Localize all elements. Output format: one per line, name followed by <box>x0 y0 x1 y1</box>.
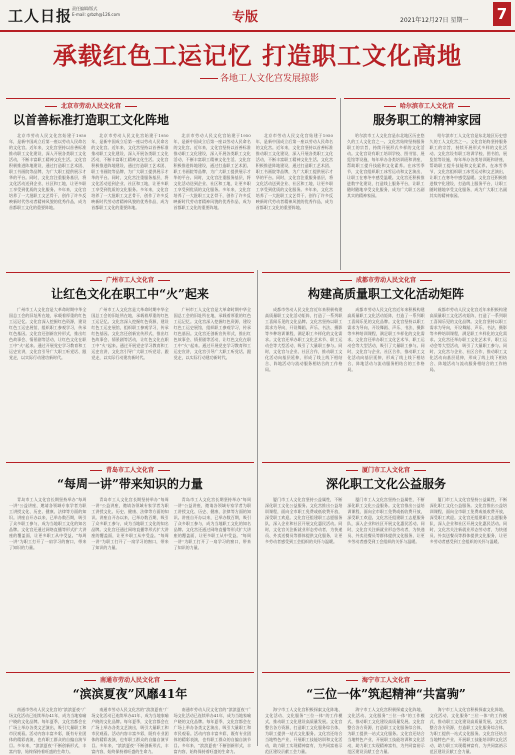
article-text: 北京市劳动人民文化宫始建于1950年，是新中国成立后第一座以劳动人民命名的文化宫。近年来，文化宫坚持以首善标准推动职工文化建设，深入开展各类职工文化活动，不断丰富职工精神文化生活。文化宫积极推进阵地建设，通过打造职工艺术团、职工书画院等品牌，为广大职工提供展示才华的平台。同时，文化宫注重服务基层，将文化活动送到企业、社区和工地，让更多职工享受到优质的文化服务。多年来，文化宫培养了一大批职工文艺骨干，创作了许多反映新时代劳动者精神风貌的优秀作品，成为首都职工文化的重要阵地。 <box>255 133 333 210</box>
article-text: 青岛市工人文化宫长期坚持举办“每周一讲”公益讲座，邀请各领域专家学者为职工讲授文化、历史、健康、法律等方面的知识。讲座自开办以来，已举办数百期，吸引了众多职工参与，成为当地职工文化的知名品牌。文化宫还通过网络直播等形式扩大讲座的覆盖面，让更多职工从中受益。“每周一讲”为职工打开了一扇学习的窗口，带来了知识的力量。 <box>173 497 251 550</box>
article-headline: 以首善标准打造职工文化阵地 <box>12 113 169 127</box>
column-divider <box>257 270 258 746</box>
article-headline: “滨滨夏夜”风靡41年 <box>72 687 188 701</box>
article-qingdao <box>6 462 254 659</box>
article-headline: “每周一讲”带来知识的力量 <box>57 477 203 491</box>
article-kicker: 海宁市工人文化宫 <box>262 675 510 684</box>
article-kicker: 厦门市工人文化宫 <box>262 465 510 474</box>
article-text: 北京市劳动人民文化宫始建于1950年，是新中国成立后第一座以劳动人民命名的文化宫。近年来，文化宫坚持以首善标准推动职工文化建设，深入开展各类职工文化活动，不断丰富职工精神文化生活。文化宫积极推进阵地建设，通过打造职工艺术团、职工书画院等品牌，为广大职工提供展示才华的平台。同时，文化宫注重服务基层，将文化活动送到企业、社区和工地，让更多职工享受到优质的文化服务。多年来，文化宫培养了一大批职工文艺骨干，创作了许多反映新时代劳动者精神风貌的优秀作品，成为首都职工文化的重要阵地。 <box>91 133 169 210</box>
article-text: 北京市劳动人民文化宫始建于1950年，是新中国成立后第一座以劳动人民命名的文化宫。近年来，文化宫坚持以首善标准推动职工文化建设，深入开展各类职工文化活动，不断丰富职工精神文化生活。文化宫积极推进阵地建设，通过打造职工艺术团、职工书画院等品牌，为广大职工提供展示才华的平台。同时，文化宫注重服务基层，将文化活动送到企业、社区和工地，让更多职工享受到优质的文化服务。多年来，文化宫培养了一大批职工文艺骨干，创作了许多反映新时代劳动者精神风貌的优秀作品，成为首都职工文化的重要阵地。 <box>9 133 87 210</box>
article-body <box>344 133 510 267</box>
article-text: 海宁市工人文化宫积极探索文化阵地、文化活动、文化服务“三位一体”的工作模式，推动职工文化建设高质量发展。文化宫整合各方资源，打造职工文化服务综合体，为职工提供一站式文化服务。文化宫还结合当地特色产业，开展职工技能培训和文化活动，助力职工实现精神富有，为共同富裕示范区建设贡献工会力量。 <box>265 707 343 754</box>
subtitle: 各地工人文化宫发展掠影 <box>200 71 319 84</box>
article-text: 成都市劳动人民文化宫近年来积极构建高质量职工文化活动矩阵，打造了一系列职工喜闻乐见的文化品牌。文化宫坚持以职工需求为导向，开设舞蹈、声乐、书法、摄影等多种培训课程，满足职工多样化的文化需求。文化宫还举办职工文化艺术节、职工运动会等大型活动，吸引了大量职工参与。同时，文化宫与企业、社区合作，推动职工文化活动向基层延伸，形成了线上线下相结合、阵地活动与流动服务相结合的工作格局。 <box>265 307 343 372</box>
article-text: 厦门市工人文化宫坚持公益属性，不断深化职工文化公益服务。文化宫推出公益培训课程，面向全市职工免费或低收费开放，深受职工欢迎。文化宫还组建职工志愿服务队，深入企业和社区开展文化惠民活动。同时，文化宫关注新就业形态劳动者，为快递员、外卖送餐员等群体提供文化服务，让更多劳动者感受到工会组织的关怀与温暖。 <box>265 497 343 544</box>
article-guangzhou <box>6 272 254 393</box>
article-text: 哈尔滨市工人文化宫是东北地区历史悠久的工人文化宫之一。文化宫始终坚持服务职工的宗旨，持续开展形式多样的文化活动。文化宫设有职工培训学校、图书馆、展览馆等设施，每年举办各类培训班和讲座，帮助职工提升技能和文化素养。在冰雪季节，文化宫组织职工冰雪运动和文艺演出，让职工在寒冬中感受温暖。文化宫还积极推进数字化建设，打造线上服务平台，让职工随时随地享受文化服务，成为广大职工名副其实的精神家园。 <box>347 133 425 198</box>
article-text: 北京市劳动人民文化宫始建于1950年，是新中国成立后第一座以劳动人民命名的文化宫。近年来，文化宫坚持以首善标准推动职工文化建设，深入开展各类职工文化活动，不断丰富职工精神文化生活。文化宫积极推进阵地建设，通过打造职工艺术团、职工书画院等品牌，为广大职工提供展示才华的平台。同时，文化宫注重服务基层，将文化活动送到企业、社区和工地，让更多职工享受到优质的文化服务。多年来，文化宫培养了一大批职工文艺骨干，创作了许多反映新时代劳动者精神风貌的优秀作品，成为首都职工文化的重要阵地。 <box>173 133 251 210</box>
article-harbin <box>344 98 510 269</box>
article-text: 广州市工人文化宫是大革命时期中华全国总工会的旧址所在地，承载着厚重的红色工运记忆。文化宫深入挖掘红色资源，建设红色工运史展馆，组织职工参观学习，传承红色基因。文化宫还创新宣传形式，推出红色故事会、情景剧等活动，让红色文化在职工中“火”起来。通过开展党史学习教育和工运史宣讲，文化宫引导广大职工听党话、跟党走，以实际行动建功新时代。 <box>173 307 251 360</box>
newspaper-logo: 工人日报 <box>8 7 73 25</box>
article-text: 青岛市工人文化宫长期坚持举办“每周一讲”公益讲座，邀请各领域专家学者为职工讲授文化、历史、健康、法律等方面的知识。讲座自开办以来，已举办数百期，吸引了众多职工参与，成为当地职工文化的知名品牌。文化宫还通过网络直播等形式扩大讲座的覆盖面，让更多职工从中受益。“每周一讲”为职工打开了一扇学习的窗口，带来了知识的力量。 <box>9 497 87 550</box>
article-text: 厦门市工人文化宫坚持公益属性，不断深化职工文化公益服务。文化宫推出公益培训课程，面向全市职工免费或低收费开放，深受职工欢迎。文化宫还组建职工志愿服务队，深入企业和社区开展文化惠民活动。同时，文化宫关注新就业形态劳动者，为快递员、外卖送餐员等群体提供文化服务，让更多劳动者感受到工会组织的关怀与温暖。 <box>429 497 507 544</box>
article-kicker: 广州市工人文化宫 <box>6 275 254 284</box>
article-headline: 让红色文化在职工中“火”起来 <box>51 287 209 301</box>
article-text: 南通市劳动人民文化宫的“滨滨夏夜”广场文化活动已连续举办41年，成为当地家喻户晓的文化品牌。每年夏季，文化宫都会在广场上举办各类文艺演出，吸引大量职工和市民观看。活动内容丰富多彩，既有专业团体的精彩表演，也有职工群众的自编自演节目。多年来，“滨滨夏夜”不断创新形式，丰富内容，始终保持着旺盛的生命力。 <box>9 707 87 754</box>
article-text: 海宁市工人文化宫积极探索文化阵地、文化活动、文化服务“三位一体”的工作模式，推动职工文化建设高质量发展。文化宫整合各方资源，打造职工文化服务综合体，为职工提供一站式文化服务。文化宫还结合当地特色产业，开展职工技能培训和文化活动，助力职工实现精神富有，为共同富裕示范区建设贡献工会力量。 <box>429 707 507 754</box>
article-body <box>6 497 254 657</box>
article-kicker: 南通市劳动人民文化宫 <box>6 675 254 684</box>
article-text: 成都市劳动人民文化宫近年来积极构建高质量职工文化活动矩阵，打造了一系列职工喜闻乐见的文化品牌。文化宫坚持以职工需求为导向，开设舞蹈、声乐、书法、摄影等多种培训课程，满足职工多样化的文化需求。文化宫还举办职工文化艺术节、职工运动会等大型活动，吸引了大量职工参与。同时，文化宫与企业、社区合作，推动职工文化活动向基层延伸，形成了线上线下相结合、阵地活动与流动服务相结合的工作格局。 <box>347 307 425 372</box>
article-text: 厦门市工人文化宫坚持公益属性，不断深化职工文化公益服务。文化宫推出公益培训课程，面向全市职工免费或低收费开放，深受职工欢迎。文化宫还组建职工志愿服务队，深入企业和社区开展文化惠民活动。同时，文化宫关注新就业形态劳动者，为快递员、外卖送餐员等群体提供文化服务，让更多劳动者感受到工会组织的关怀与温暖。 <box>347 497 425 544</box>
article-text: 广州市工人文化宫是大革命时期中华全国总工会的旧址所在地，承载着厚重的红色工运记忆。文化宫深入挖掘红色资源，建设红色工运史展馆，组织职工参观学习，传承红色基因。文化宫还创新宣传形式，推出红色故事会、情景剧等活动，让红色文化在职工中“火”起来。通过开展党史学习教育和工运史宣讲，文化宫引导广大职工听党话、跟党走，以实际行动建功新时代。 <box>91 307 169 360</box>
article-headline: “三位一体”筑起精神“共富驹” <box>306 687 466 701</box>
article-nantong <box>6 672 254 754</box>
article-kicker: 青岛市工人文化宫 <box>6 465 254 474</box>
article-body <box>262 497 510 657</box>
article-text: 南通市劳动人民文化宫的“滨滨夏夜”广场文化活动已连续举办41年，成为当地家喻户晓的文化品牌。每年夏季，文化宫都会在广场上举办各类文艺演出，吸引大量职工和市民观看。活动内容丰富多彩，既有专业团体的精彩表演，也有职工群众的自编自演节目。多年来，“滨滨夏夜”不断创新形式，丰富内容，始终保持着旺盛的生命力。 <box>173 707 251 754</box>
article-haining <box>262 672 510 754</box>
article-beijing <box>6 98 336 269</box>
article-text: 广州市工人文化宫是大革命时期中华全国总工会的旧址所在地，承载着厚重的红色工运记忆。文化宫深入挖掘红色资源，建设红色工运史展馆，组织职工参观学习，传承红色基因。文化宫还创新宣传形式，推出红色故事会、情景剧等活动，让红色文化在职工中“火”起来。通过开展党史学习教育和工运史宣讲，文化宫引导广大职工听党话、跟党走，以实际行动建功新时代。 <box>9 307 87 360</box>
article-xiamen <box>262 462 510 659</box>
issue-date: 2021年12月27日 星期一 <box>400 17 469 24</box>
article-kicker: 哈尔滨市工人文化宫 <box>344 101 510 110</box>
article-chengdu <box>262 272 510 459</box>
article-body <box>6 133 336 267</box>
article-text: 哈尔滨市工人文化宫是东北地区历史悠久的工人文化宫之一。文化宫始终坚持服务职工的宗旨，持续开展形式多样的文化活动。文化宫设有职工培训学校、图书馆、展览馆等设施，每年举办各类培训班和讲座，帮助职工提升技能和文化素养。在冰雪季节，文化宫组织职工冰雪运动和文艺演出，让职工在寒冬中感受温暖。文化宫还积极推进数字化建设，打造线上服务平台，让职工随时随地享受文化服务，成为广大职工名副其实的精神家园。 <box>429 133 507 198</box>
section-label: 专版 <box>231 10 258 25</box>
article-body <box>262 707 510 754</box>
article-kicker: 成都市劳动人民文化宫 <box>262 275 510 284</box>
masthead <box>0 0 515 32</box>
column-divider <box>340 98 341 270</box>
article-text: 成都市劳动人民文化宫近年来积极构建高质量职工文化活动矩阵，打造了一系列职工喜闻乐见的文化品牌。文化宫坚持以职工需求为导向，开设舞蹈、声乐、书法、摄影等多种培训课程，满足职工多样化的文化需求。文化宫还举办职工文化艺术节、职工运动会等大型活动，吸引了大量职工参与。同时，文化宫与企业、社区合作，推动职工文化活动向基层延伸，形成了线上线下相结合、阵地活动与流动服务相结合的工作格局。 <box>429 307 507 372</box>
page-number: 7 <box>493 2 511 26</box>
article-kicker: 北京市劳动人民文化宫 <box>6 101 176 110</box>
article-body <box>262 307 510 457</box>
article-body <box>6 307 254 391</box>
main-title: 承载红色工运记忆 打造职工文化高地 <box>52 41 463 70</box>
article-headline: 深化职工文化公益服务 <box>325 477 446 491</box>
article-text: 海宁市工人文化宫积极探索文化阵地、文化活动、文化服务“三位一体”的工作模式，推动职工文化建设高质量发展。文化宫整合各方资源，打造职工文化服务综合体，为职工提供一站式文化服务。文化宫还结合当地特色产业，开展职工技能培训和文化活动，助力职工实现精神富有，为共同富裕示范区建设贡献工会力量。 <box>347 707 425 754</box>
article-headline: 服务职工的精神家园 <box>372 113 481 127</box>
editor-info: 责任编辑/版式 E-mail: grbzh@126.com <box>72 6 120 17</box>
article-body <box>6 707 254 754</box>
article-text: 南通市劳动人民文化宫的“滨滨夏夜”广场文化活动已连续举办41年，成为当地家喻户晓的文化品牌。每年夏季，文化宫都会在广场上举办各类文艺演出，吸引大量职工和市民观看。活动内容丰富多彩，既有专业团体的精彩表演，也有职工群众的自编自演节目。多年来，“滨滨夏夜”不断创新形式，丰富内容，始终保持着旺盛的生命力。 <box>91 707 169 754</box>
article-text: 青岛市工人文化宫长期坚持举办“每周一讲”公益讲座，邀请各领域专家学者为职工讲授文化、历史、健康、法律等方面的知识。讲座自开办以来，已举办数百期，吸引了众多职工参与，成为当地职工文化的知名品牌。文化宫还通过网络直播等形式扩大讲座的覆盖面，让更多职工从中受益。“每周一讲”为职工打开了一扇学习的窗口，带来了知识的力量。 <box>91 497 169 550</box>
article-headline: 构建高质量职工文化活动矩阵 <box>307 287 464 301</box>
